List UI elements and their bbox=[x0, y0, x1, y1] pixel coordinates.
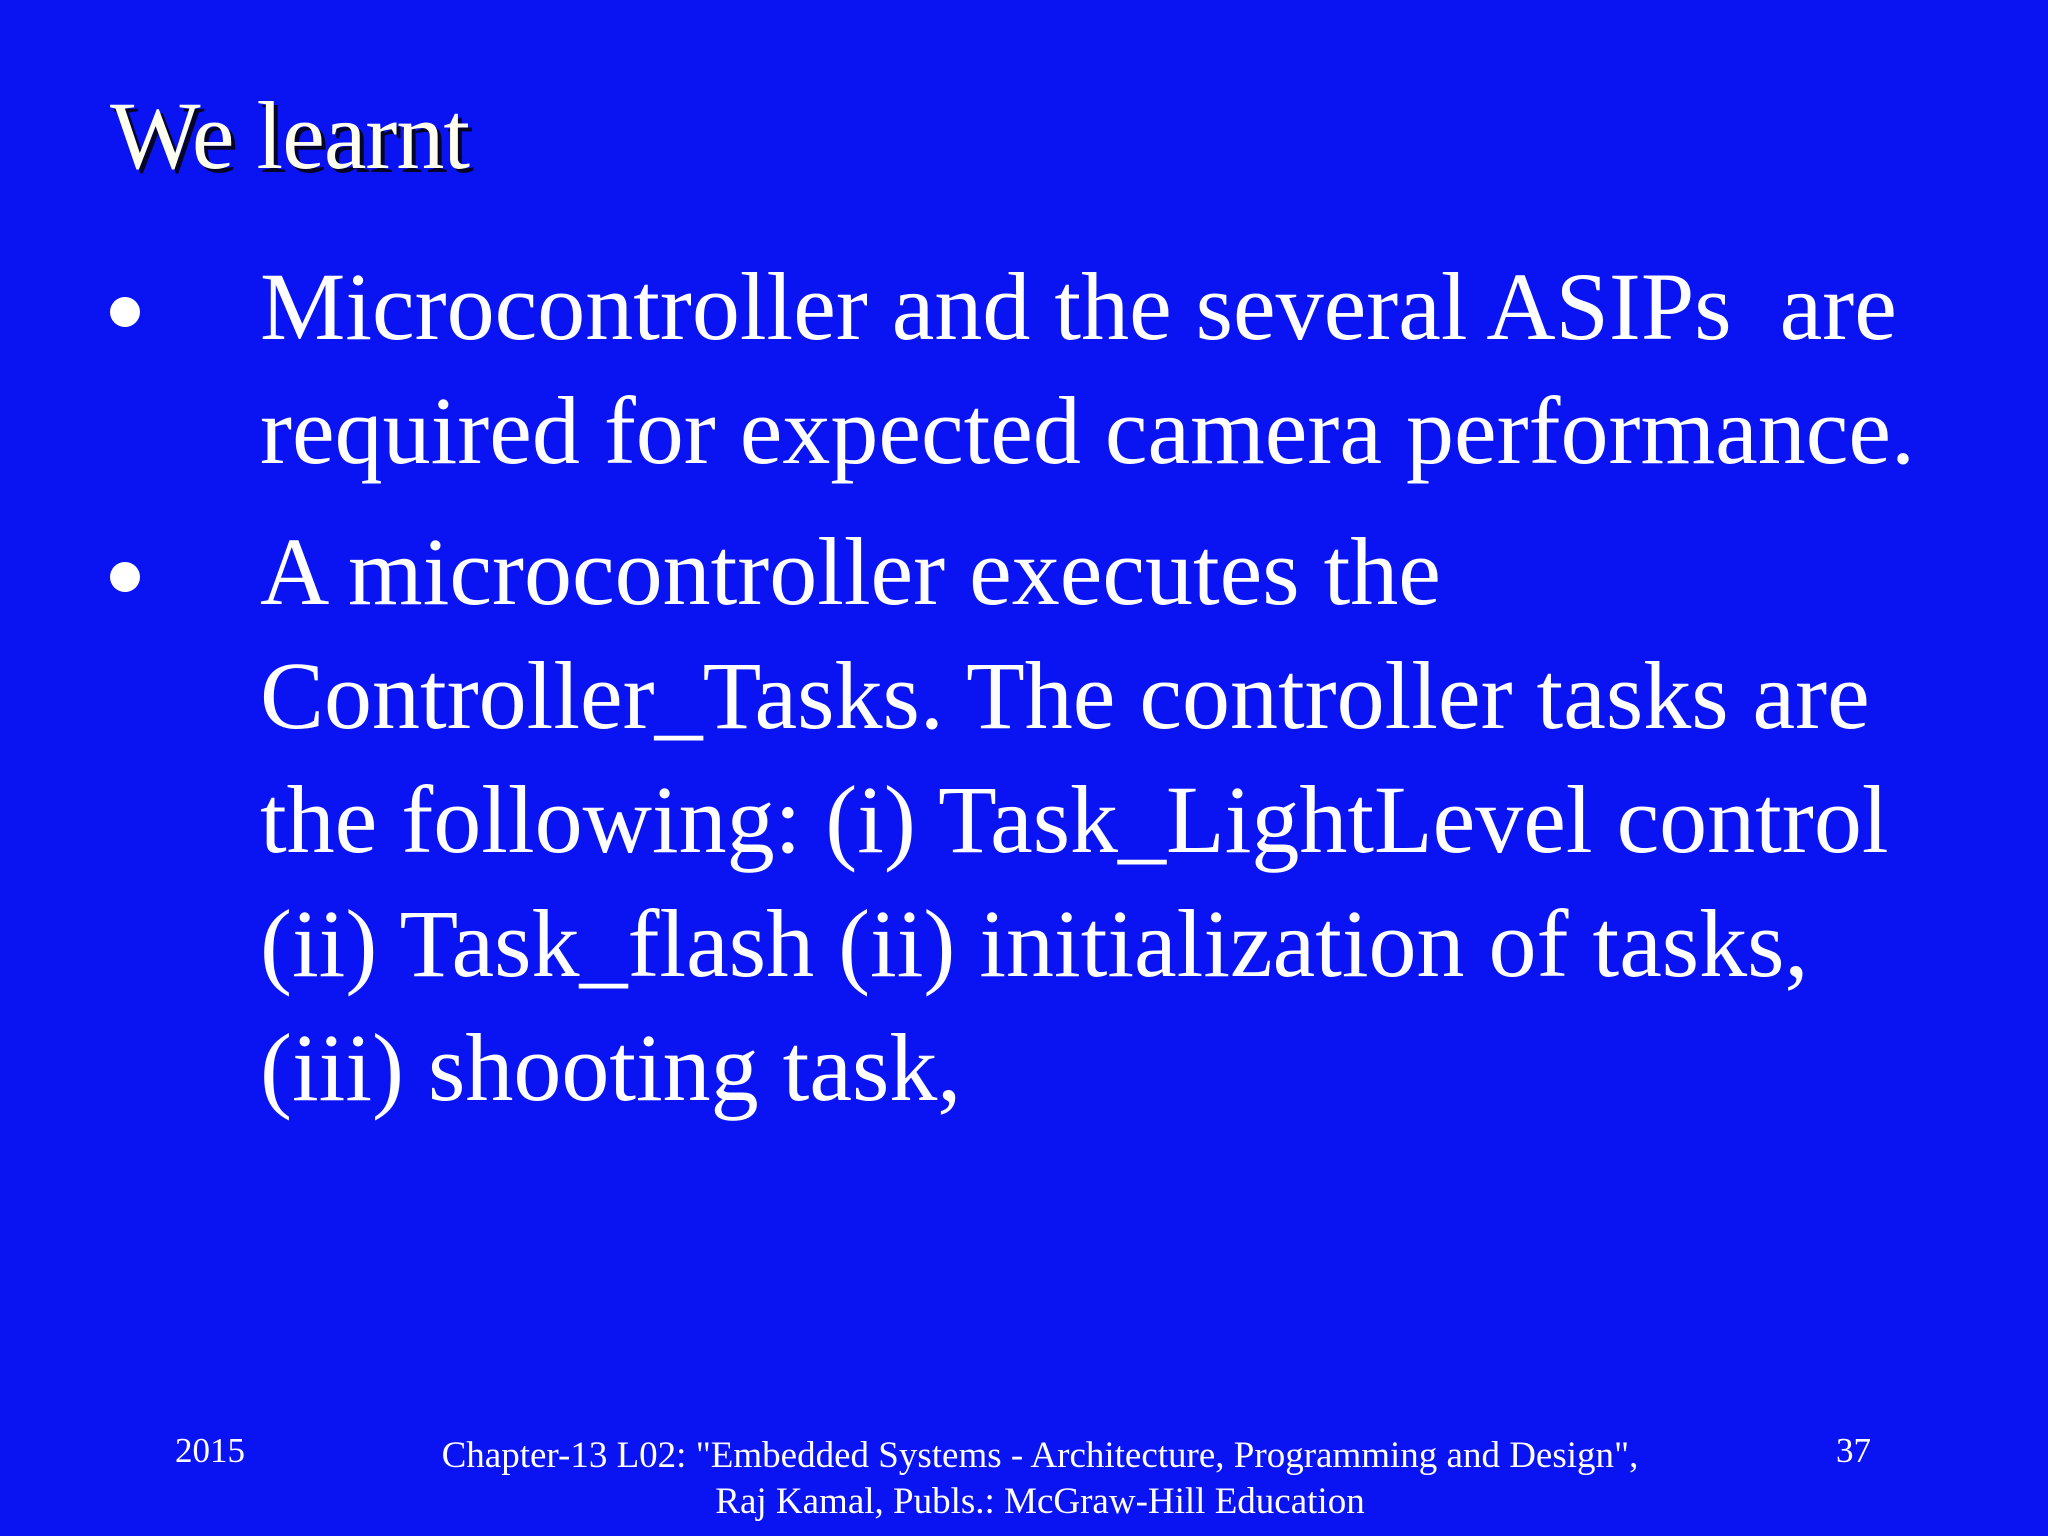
bullet-text-1: Microcontroller and the several ASIPs are required for expected camera performance. bbox=[260, 253, 1915, 484]
bullet-list bbox=[0, 245, 2048, 1130]
bullet-dot-icon bbox=[110, 297, 140, 327]
bullet-dot-icon bbox=[110, 562, 140, 592]
bullet-item-1 bbox=[0, 245, 2048, 493]
footer-caption-line-2: Raj Kamal, Publs.: McGraw-Hill Education bbox=[715, 1481, 1365, 1522]
bullet-text-2: A microcontroller executes the Controller_Tasks. The controller tasks are the following: (i) Task_LightLevel control (ii) Task_flash (ii) initialization of tasks, (iii) shooting task, bbox=[260, 518, 1889, 1121]
footer-year: 2015 bbox=[175, 1431, 245, 1470]
footer-caption-line-1: Chapter-13 L02: "Embedded Systems - Architecture, Programming and Design", bbox=[441, 1435, 1639, 1476]
footer-caption bbox=[380, 1433, 1700, 1525]
slide-title: We learnt bbox=[110, 82, 470, 189]
page-number: 37 bbox=[1836, 1431, 1871, 1470]
bullet-item-2 bbox=[0, 510, 2048, 1130]
